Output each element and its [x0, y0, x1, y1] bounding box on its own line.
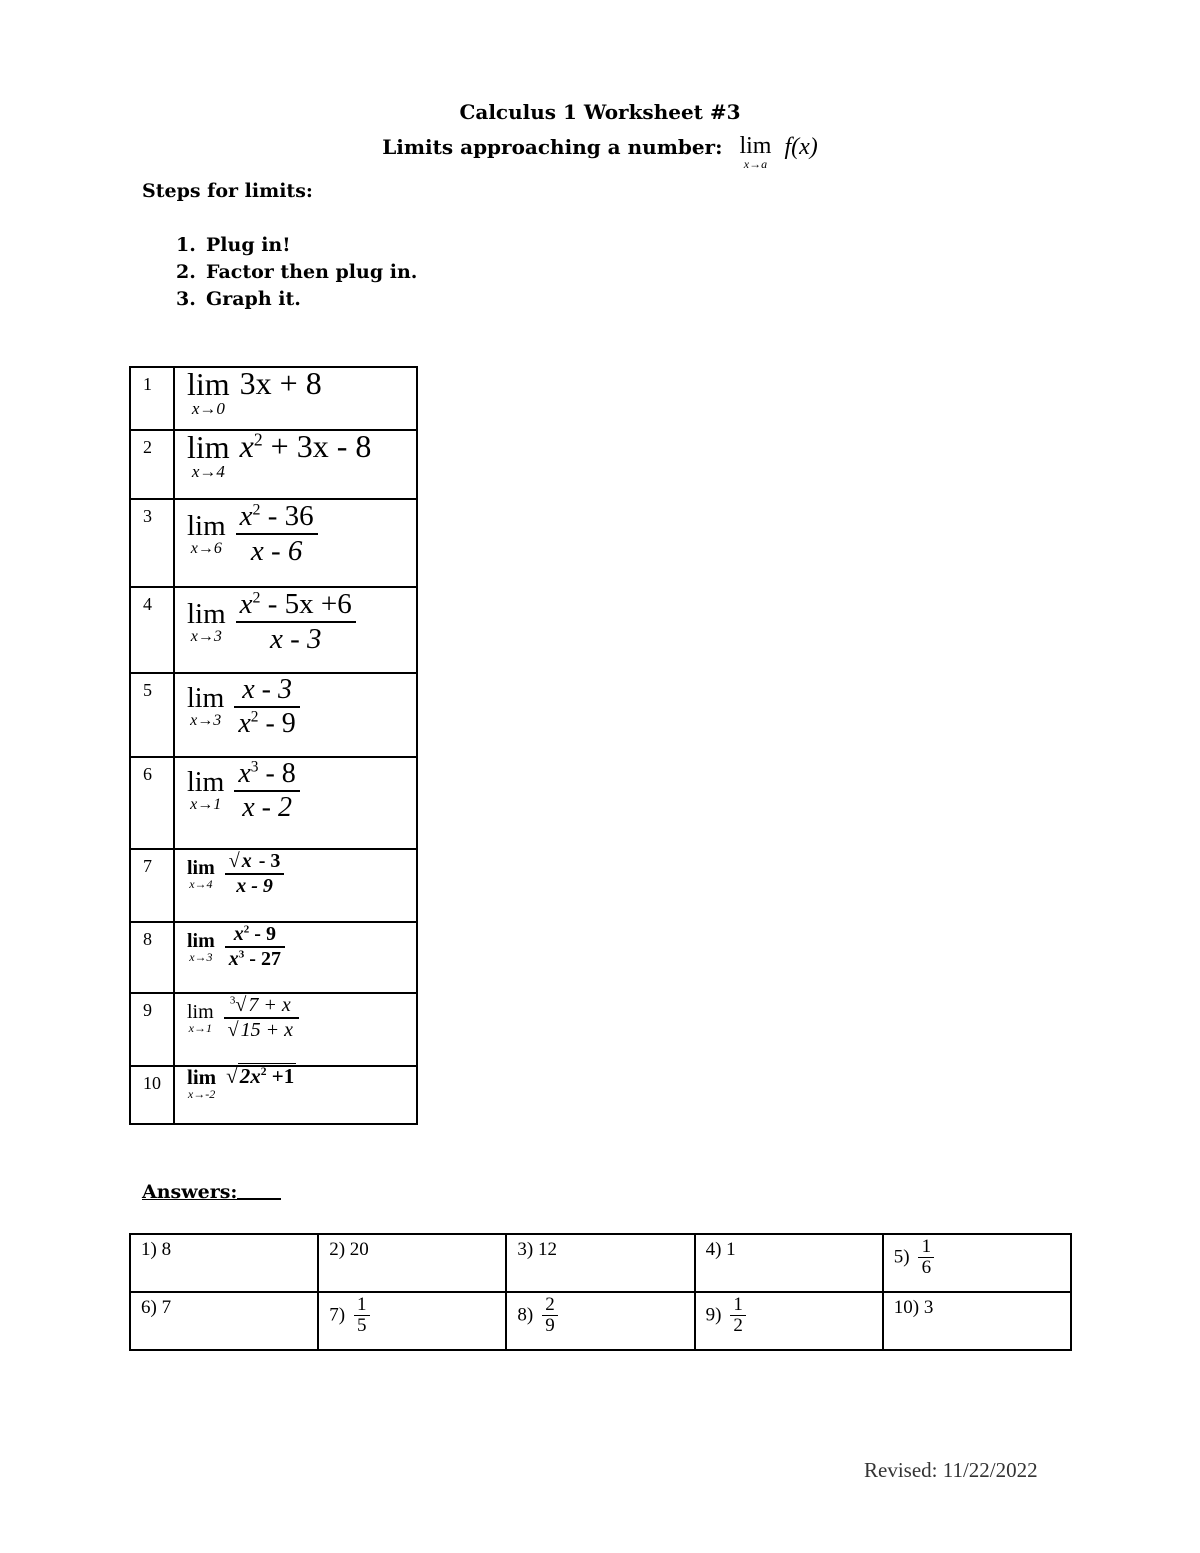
limit-fraction: $\frac{√ x - 3}{x - 9}$ [225, 850, 285, 898]
limit-operator: lim x→4 [187, 856, 215, 891]
problem-row [130, 922, 417, 993]
answer-cell: 1) 8 [130, 1234, 318, 1292]
problem-number: 10 [130, 1066, 174, 1124]
problem-number: 1 [130, 367, 174, 430]
problem-number: 7 [130, 849, 174, 922]
revised-date: Revised: 11/22/2022 [864, 1458, 1038, 1482]
answers-row [130, 1234, 1071, 1292]
step-text: Factor then plug in. [206, 261, 418, 283]
step-item [176, 259, 417, 286]
problem-expression [174, 993, 417, 1066]
problem-expression [174, 499, 417, 587]
problem-expression [174, 757, 417, 849]
problem-number: 9 [130, 993, 174, 1066]
limit-fraction: $\frac{^3√ 7 + x}{√ 15 + x}$ [224, 994, 299, 1042]
limit-fraction: $\frac{x^2 - 9}{x^3 - 27}$ [225, 923, 285, 971]
problem-expression [174, 673, 417, 757]
limit-operator: lim x→-2 [187, 1065, 217, 1101]
limit-function: 3x + 8 [239, 365, 322, 401]
problem-expression [174, 430, 417, 499]
problem-expression [174, 587, 417, 673]
limit-fraction: $\frac{x - 3}{x^2 - 9}$ [234, 674, 299, 740]
answers-table [129, 1233, 1072, 1351]
answer-fraction: $\frac{1}{5}$ [354, 1295, 370, 1336]
problem-row [130, 587, 417, 673]
answer-cell: 2) 20 [318, 1234, 506, 1292]
step-text: Graph it. [206, 288, 301, 310]
problem-row [130, 993, 417, 1066]
answers-row [130, 1292, 1071, 1350]
limit-operator: lim x→0 [187, 366, 230, 418]
step-text: Plug in! [206, 234, 291, 256]
limit-operator: lim x→3 [187, 683, 225, 730]
problem-number: 6 [130, 757, 174, 849]
limit-operator: lim x→3 [187, 929, 215, 964]
limit-operator: lim x→1 [187, 1000, 214, 1035]
answer-cell: 4) 1 [695, 1234, 883, 1292]
limit-fraction: $\frac{x^3 - 8}{x - 2}$ [234, 758, 299, 824]
problem-number: 8 [130, 922, 174, 993]
problem-expression [174, 849, 417, 922]
problem-row [130, 367, 417, 430]
subtitle-limit [739, 134, 771, 170]
answer-cell: 5) $\frac{1}{6}$ [883, 1234, 1071, 1292]
problem-number: 4 [130, 587, 174, 673]
answer-fraction: $\frac{1}{2}$ [730, 1295, 746, 1336]
problem-row [130, 849, 417, 922]
answer-cell: 6) 7 [130, 1292, 318, 1350]
limit-function: $x^2 + 3x - 8$ [239, 428, 372, 464]
problem-row [130, 430, 417, 499]
problem-expression [174, 1066, 417, 1124]
problems-table [129, 366, 418, 1125]
step-number: 1. [176, 234, 196, 256]
problem-row [130, 673, 417, 757]
subtitle-lim-sub: x→a [743, 157, 768, 171]
limit-function: $√2x^2 +1$ [226, 1064, 295, 1088]
limit-fraction: $\frac{x^2 - 5x +6}{x - 3}$ [236, 588, 356, 657]
step-item [176, 232, 417, 259]
answer-cell: 9) $\frac{1}{2}$ [695, 1292, 883, 1350]
answers-title: Answers: [142, 1181, 281, 1203]
answer-cell: 3) 12 [506, 1234, 694, 1292]
subtitle-fx: f(x) [784, 134, 818, 160]
limit-operator: lim x→3 [187, 597, 226, 645]
limit-operator: lim x→1 [187, 767, 225, 814]
answer-cell: 10) 3 [883, 1292, 1071, 1350]
answer-cell: 8) $\frac{2}{9}$ [506, 1292, 694, 1350]
answer-fraction: $\frac{2}{9}$ [542, 1295, 558, 1336]
worksheet-title: Calculus 1 Worksheet #3 [459, 100, 741, 124]
problem-expression [174, 367, 417, 430]
answer-fraction: $\frac{1}{6}$ [918, 1237, 934, 1278]
limit-operator: lim x→4 [187, 429, 230, 481]
limit-fraction: $\frac{x^2 - 36}{x - 6}$ [236, 500, 318, 569]
problem-expression [174, 922, 417, 993]
answer-cell: 7) $\frac{1}{5}$ [318, 1292, 506, 1350]
limit-operator: lim x→6 [187, 509, 226, 557]
steps-title: Steps for limits: [142, 180, 313, 202]
subtitle-lim: lim [739, 133, 772, 159]
problem-number: 5 [130, 673, 174, 757]
worksheet-subtitle [0, 134, 1200, 170]
problem-row [130, 757, 417, 849]
problem-number: 2 [130, 430, 174, 499]
step-number: 2. [176, 261, 196, 283]
subtitle-text: Limits approaching a number: [382, 135, 723, 159]
problem-row [130, 499, 417, 587]
steps-list [176, 232, 417, 313]
problem-number: 3 [130, 499, 174, 587]
step-number: 3. [176, 288, 196, 310]
step-item [176, 286, 417, 313]
problem-row [130, 1066, 417, 1124]
